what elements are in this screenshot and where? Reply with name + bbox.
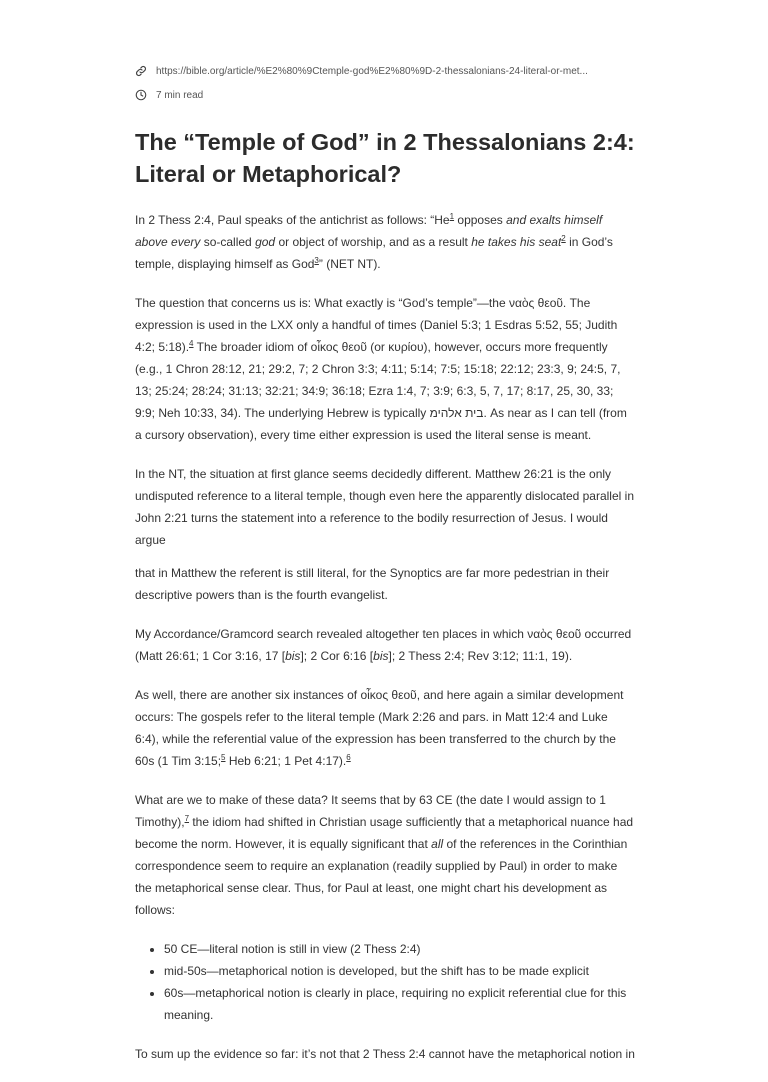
footnote-link-6[interactable]: 6 [346, 753, 351, 762]
paragraph-7: What are we to make of these data? It seems that by 63 CE (the date I would assign to 1 Timothy),$^7$ the idiom had shifted in Christian usage sufficiently that a metaphorical nuance had become the norm. However, it is equally significant that all of the references in the Corinthian correspondence seem to require an explanation (readily supplied by Paul) in order to make the metaphorical sense clear. Thus, for Paul at least, one might chart his development as follows: [135, 793, 634, 917]
paragraph-2: The question that concerns us is: What exactly is “God’s temple”—the ναὸς θεοῦ. The expression is used in the LXX only a handful of times (Daniel 5:3; 1 Esdras 5:52, 55; Judith 4:2; 5:18).$^4$ The broader idiom of οἶκος θεοῦ (or κυρίου), however, occurs more frequently (e.g., 1 Chron 28:12, 21; 29:2, 7; 2 Chron 3:3; 4:11; 5:14; 7:5; 15:18; 22:12; 23:3, 9; 24:5, 7, 13; 25:24; 28:24; 31:13; 32:21; 34:9; 36:18; Ezra 1:4, 7; 3:9; 6:3, 5, 7, 17; 8:17, 25, 30, 33; 9:9; Neh 10:33, 34). The underlying Hebrew is typically בית אלהימ. As near as I can tell (from a cursory observation), every time either expression is used the literal sense is meant. [135, 296, 627, 442]
paragraph-4: that in Matthew the referent is still literal, for the Synoptics are far more pedestrian in their descriptive powers than is the fourth evangelist. [135, 566, 610, 602]
clock-icon [135, 89, 147, 101]
footnote-link-7[interactable]: 7 [184, 814, 190, 823]
article-body [135, 209, 635, 1082]
source-url-row[interactable] [135, 65, 588, 77]
read-time-row [135, 89, 203, 101]
read-time: 7 min read [156, 89, 204, 101]
source-url[interactable]: https://bible.org/article/%E2%80%9Ctemple-god%E2%80%9D-2-thessalonians-24-literal-or-met... [156, 65, 588, 77]
paragraph-5: My Accordance/Gramcord search revealed altogether ten places in which ναὸς θεοῦ occurred (Matt 26:61; 1 Cor 3:16, 17 [bis]; 2 Cor 6:16 [bis]; 2 Thess 2:4; Rev 3:12; 11:1, 19). [135, 627, 632, 663]
article-title: The “Temple of God” in 2 Thessalonians 2:4: Literal or Metaphorical? [135, 129, 635, 187]
paragraph-3: In the NT, the situation at first glance seems decidedly different. Matthew 26:21 is the only undisputed reference to a literal temple, though even here the apparently dislocated parallel in John 2:21 turns the statement into a reference to the bodily resurrection of Jesus. I would argue [135, 467, 634, 547]
paragraph-8: To sum up the evidence so far: it’s not that 2 Thess 2:4 cannot have the metaphorical notion in [135, 1047, 635, 1061]
footnote-link-5[interactable]: 5 [221, 753, 226, 762]
list-item: • 50 CE—literal notion is still in view (2 Thess 2:4) [164, 938, 635, 960]
paragraph-1: In 2 Thess 2:4, Paul speaks of the antichrist as follows: “He$^1$ opposes and exalts himself above every so-called god or object of worship, and as a result he takes his seat$^2$ in God’s temple, displaying himself as God$^3$” (NET NT). [135, 212, 613, 271]
development-list [135, 938, 635, 1026]
list-item: • 60s—metaphorical notion is clearly in place, requiring no explicit referential clue for this meaning. [164, 982, 635, 1026]
link-icon [135, 65, 147, 77]
list-item: • mid-50s—metaphorical notion is developed, but the shift has to be made explicit [164, 960, 635, 982]
footnote-link-4[interactable]: 4 [189, 339, 194, 348]
paragraph-6: As well, there are another six instances of οἶκος θεοῦ, and here again a similar development occurs: The gospels refer to the literal temple (Mark 2:26 and pars. in Matt 12:4 and Luke 6:4), while the referential value of the expression has been transferred to the church by the 60s (1 Tim 3:15;$^5$ Heb 6:21; 1 Pet 4:17).$^6$ [135, 688, 624, 768]
footnote-link-3[interactable]: 3 [314, 256, 319, 265]
footnote-link-1[interactable]: 1 [449, 212, 455, 221]
footnote-link-2[interactable]: 2 [561, 234, 566, 243]
